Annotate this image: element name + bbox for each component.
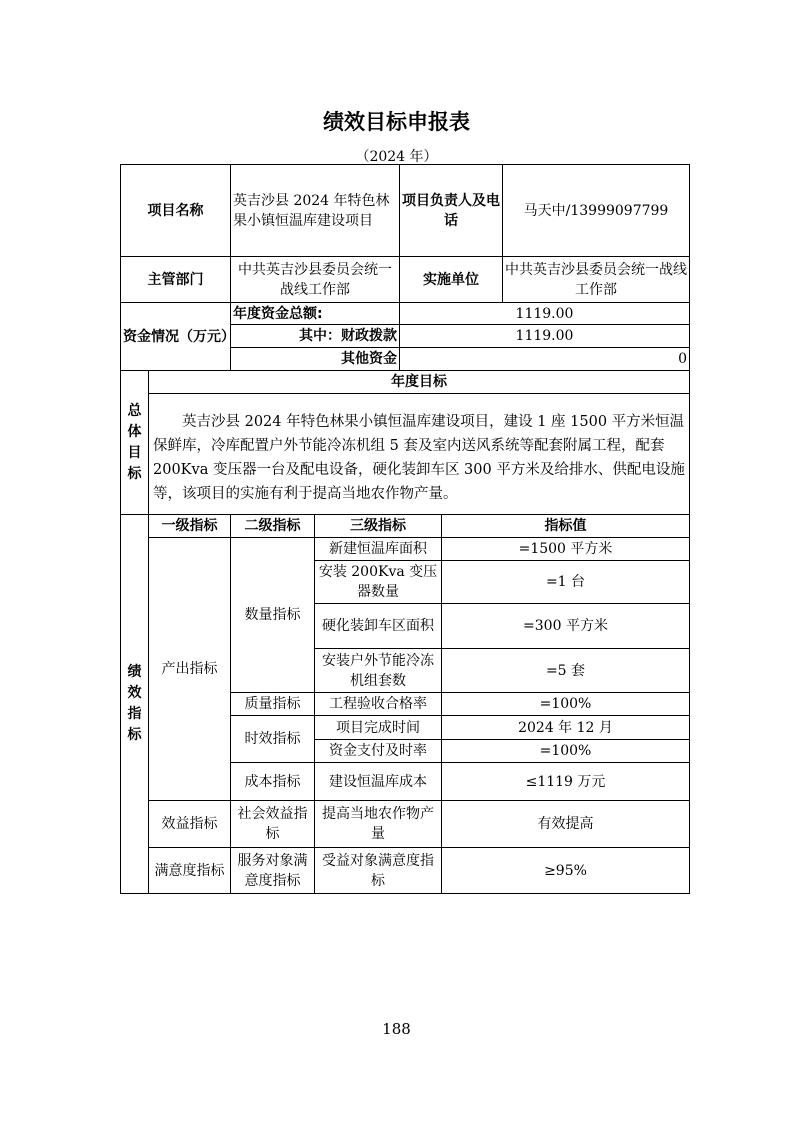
overall-goal-side-label <box>120 370 149 515</box>
l1-benefit: 效益指标 <box>148 800 231 848</box>
header-value: 指标值 <box>441 514 690 538</box>
value-cell: ≤1119 万元 <box>441 762 690 801</box>
project-leader-value: 马天中/13999097799 <box>502 164 690 257</box>
page-title: 绩效目标申报表 <box>323 110 470 134</box>
l2-social: 社会效益指标 <box>230 800 315 848</box>
header-level2: 二级指标 <box>230 514 315 538</box>
perf-side-label <box>120 514 149 894</box>
l3-cell: 新建恒温库面积 <box>314 537 442 561</box>
value-cell: =100% <box>441 692 690 716</box>
funds-other-label: 其他资金 <box>230 347 400 371</box>
dept-value: 中共英吉沙县委员会统一战线工作部 <box>230 256 400 303</box>
value-cell: =1 台 <box>441 560 690 604</box>
l2-service: 服务对象满意度指标 <box>230 847 315 894</box>
header-level1: 一级指标 <box>148 514 231 538</box>
project-leader-label: 项目负责人及电话 <box>399 164 503 257</box>
impl-label: 实施单位 <box>399 256 503 303</box>
funds-other-value: 0 <box>399 347 690 371</box>
l3-cell: 资金支付及时率 <box>314 739 442 763</box>
value-cell: =5 套 <box>441 648 690 693</box>
side-char: 体 <box>127 423 142 440</box>
side-char: 指 <box>127 706 142 722</box>
l2-quantity: 数量指标 <box>230 537 315 693</box>
annual-goal-paragraph: 英吉沙县 2024 年特色林果小镇恒温库建设项目，建设 1 座 1500 平方米恒温保鲜库，冷库配置户外节能冷冻机组 5 套及室内送风系统等配套附属工程，配套 200Kva 变压器一台及配电设备，硬化装卸车区 300 平方米及给排水、供配电设施等，该项目的实施有利于提高当地农作物产量。 <box>153 414 685 502</box>
l2-quality: 质量指标 <box>230 692 315 716</box>
l3-cell: 硬化装卸车区面积 <box>314 603 442 649</box>
value-cell: =100% <box>441 739 690 763</box>
page-number: 188 <box>382 1020 411 1038</box>
project-name-value: 英吉沙县 2024 年特色林果小镇恒温库建设项目 <box>230 164 400 257</box>
dept-label: 主管部门 <box>120 256 231 303</box>
side-char: 绩 <box>127 664 142 680</box>
side-char: 效 <box>127 685 142 701</box>
side-char: 标 <box>127 465 142 482</box>
side-char: 标 <box>127 727 142 743</box>
funds-total-value: 1119.00 <box>399 302 690 325</box>
annual-goal-header: 年度目标 <box>148 370 690 394</box>
l3-cell: 工程验收合格率 <box>314 692 442 716</box>
side-char: 目 <box>127 444 142 461</box>
funds-label: 资金情况（万元） <box>120 302 231 371</box>
funds-fiscal-label: 其中：财政拨款 <box>230 324 400 348</box>
value-cell: 2024 年 12 月 <box>441 715 690 740</box>
value-cell: =1500 平方米 <box>441 537 690 561</box>
l2-cost: 成本指标 <box>230 762 315 801</box>
impl-value: 中共英吉沙县委员会统一战线工作部 <box>502 256 690 303</box>
value-cell: =300 平方米 <box>441 603 690 649</box>
l1-output: 产出指标 <box>148 537 231 801</box>
value-cell: ≥95% <box>441 847 690 894</box>
l3-cell: 安装 200Kva 变压器数量 <box>314 560 442 604</box>
value-cell: 有效提高 <box>441 800 690 848</box>
funds-fiscal-value: 1119.00 <box>399 324 690 348</box>
l3-cell: 安装户外节能冷冻机组套数 <box>314 648 442 693</box>
l3-cell: 受益对象满意度指标 <box>314 847 442 894</box>
annual-goal-text <box>148 393 690 515</box>
side-char: 总 <box>127 402 142 419</box>
l2-timeliness: 时效指标 <box>230 715 315 763</box>
l3-cell: 项目完成时间 <box>314 715 442 740</box>
header-level3: 三级指标 <box>314 514 442 538</box>
l1-satisfaction: 满意度指标 <box>148 847 231 894</box>
funds-total-label: 年度资金总额: <box>230 302 400 325</box>
year-label: （2024 年） <box>355 149 438 165</box>
l3-cell: 建设恒温库成本 <box>314 762 442 801</box>
l3-cell: 提高当地农作物产量 <box>314 800 442 848</box>
project-name-label: 项目名称 <box>120 164 231 257</box>
